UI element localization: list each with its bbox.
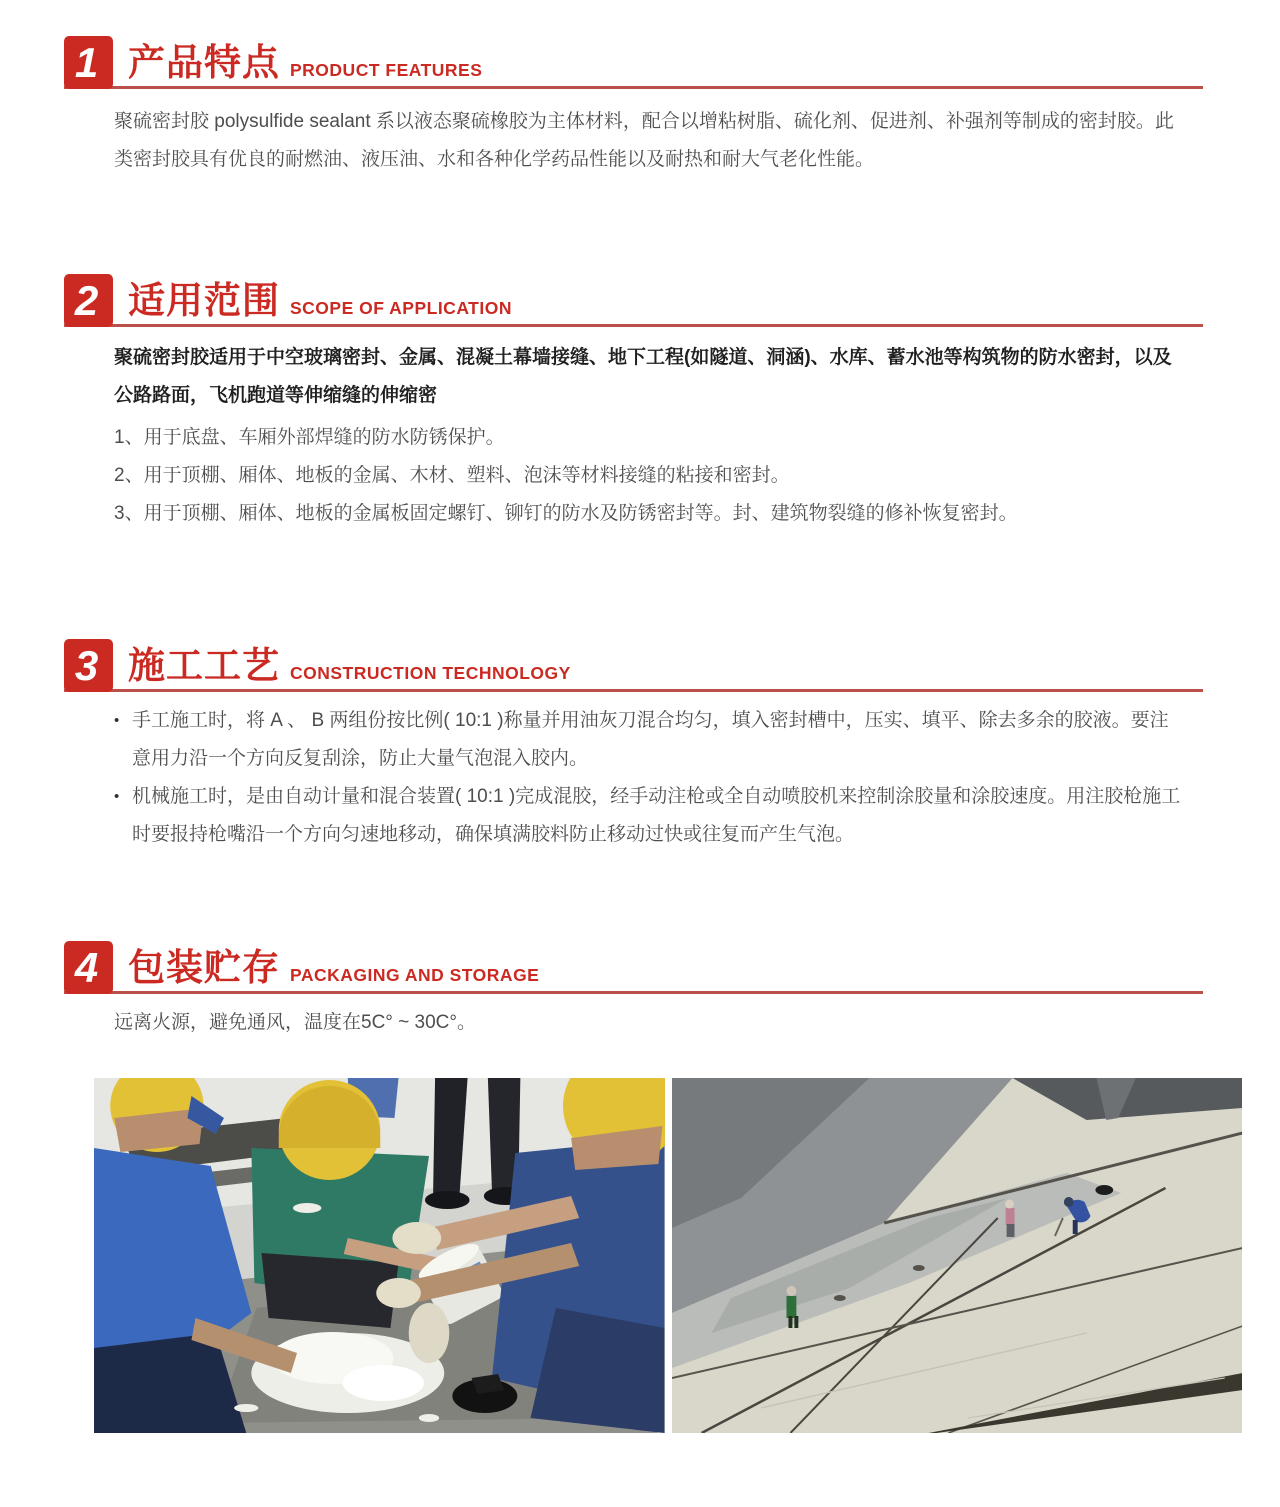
section-number-badge: 2 xyxy=(64,274,113,327)
bullet-dot-icon: • xyxy=(114,712,120,729)
list-item: 2、用于顶棚、厢体、地板的金属、木材、塑料、泡沫等材料接缝的粘接和密封。 xyxy=(114,465,790,486)
bullet-text: 手工施工时，将 A 、 B 两组份按比例( 10:1 )称量并用油灰刀混合均匀，填入密封槽中，压实、填平、除去多余的胶液。要注意用力沿一个方向反复刮涂，防止大量气泡混入胶内。 xyxy=(132,710,1169,769)
photo-concrete-slope-joints xyxy=(672,1078,1243,1433)
section-title-zh: 产品特点 xyxy=(128,42,280,83)
photo-workers-illustration xyxy=(94,1078,665,1433)
section-title-en: PRODUCT FEATURES xyxy=(290,59,483,80)
section-header xyxy=(64,941,1203,994)
bullet-item xyxy=(114,778,1185,854)
section-body xyxy=(114,1004,1185,1042)
section-header xyxy=(64,639,1203,692)
application-list xyxy=(114,419,1185,533)
section-title-en: SCOPE OF APPLICATION xyxy=(290,297,512,318)
section-title-zh: 包装贮存 xyxy=(128,947,280,988)
bullet-text: 机械施工时，是由自动计量和混合装置( 10:1 )完成混胶，经手动注枪或全自动喷胶机来控制涂胶量和涂胶速度。用注胶枪施工时要报持枪嘴沿一个方向匀速地移动，确保填满胶料防止移动过快或往复而产生气泡。 xyxy=(132,786,1181,845)
section-title-en: PACKAGING AND STORAGE xyxy=(290,964,540,985)
bullet-dot-icon: • xyxy=(114,788,120,805)
paragraph: 聚硫密封胶 polysulfide sealant 系以液态聚硫橡胶为主体材料，配合以增粘树脂、硫化剂、促进剂、补强剂等制成的密封胶。此类密封胶具有优良的耐燃油、液压油、水和各种化学药品性能以及耐热和耐大气老化性能。 xyxy=(114,111,1174,170)
section-body xyxy=(114,103,1185,179)
section-number-badge: 4 xyxy=(64,941,113,994)
photo-row xyxy=(94,1078,1242,1433)
photo-workers-applying-sealant xyxy=(94,1078,665,1433)
section-header xyxy=(64,274,1203,327)
lead-paragraph: 聚硫密封胶适用于中空玻璃密封、金属、混凝土幕墙接缝、地下工程(如隧道、洞涵)、水库、蓄水池等构筑物的防水密封，以及公路路面，飞机跑道等伸缩缝的伸缩密 xyxy=(114,347,1172,406)
section-lead xyxy=(114,339,1185,415)
section-number-badge: 1 xyxy=(64,36,113,89)
section-header xyxy=(64,36,1203,89)
paragraph: 远离火源，避免通风，温度在5C° ~ 30C°。 xyxy=(114,1012,476,1033)
section-title-zh: 施工工艺 xyxy=(128,645,280,686)
list-item: 3、用于顶棚、厢体、地板的金属板固定螺钉、铆钉的防水及防锈密封等。封、建筑物裂缝的修补恢复密封。 xyxy=(114,503,1018,524)
section-title-zh: 适用范围 xyxy=(128,280,280,321)
bullet-item xyxy=(114,702,1185,778)
section-construction-technology xyxy=(64,639,1203,854)
section-product-features xyxy=(64,36,1203,179)
section-packaging-storage xyxy=(64,941,1203,1042)
section-scope-of-application xyxy=(64,274,1203,533)
section-number-badge: 3 xyxy=(64,639,113,692)
construction-bullet-list xyxy=(114,702,1185,854)
photo-slope-illustration xyxy=(672,1078,1243,1433)
list-item: 1、用于底盘、车厢外部焊缝的防水防锈保护。 xyxy=(114,427,505,448)
section-title-en: CONSTRUCTION TECHNOLOGY xyxy=(290,662,571,683)
